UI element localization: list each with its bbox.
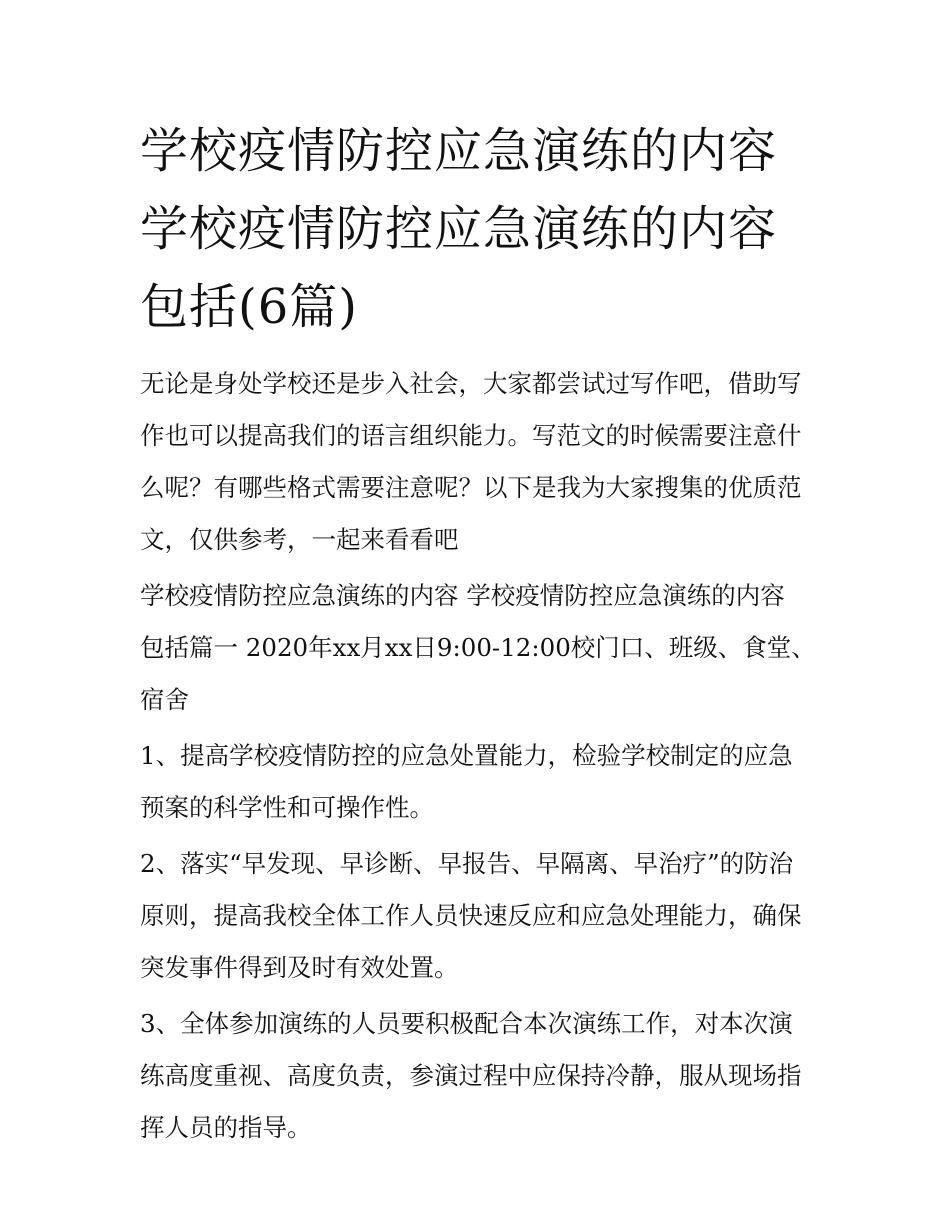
text-line: 练高度重视、高度负责，参演过程中应保持冷静，服从现场指 bbox=[140, 1061, 802, 1090]
text-line: 突发事件得到及时有效处置。 bbox=[140, 953, 459, 982]
title-line: 学校疫情防控应急演练的内容 bbox=[140, 201, 778, 257]
text-line: 无论是身处学校还是步入社会，大家都尝试过写作吧，借助写 bbox=[140, 369, 802, 398]
list-paragraph-2 bbox=[140, 838, 830, 994]
title-line: 学校疫情防控应急演练的内容 bbox=[140, 123, 778, 179]
list-paragraph-3 bbox=[140, 998, 830, 1154]
text-line: 原则，提高我校全体工作人员快速反应和应急处理能力，确保 bbox=[140, 901, 802, 930]
text-line: 么呢？有哪些格式需要注意呢？以下是我为大家搜集的优质范 bbox=[140, 473, 802, 502]
intro-paragraph bbox=[140, 358, 830, 566]
section-heading-paragraph bbox=[140, 570, 830, 726]
text-line: 文，仅供参考，一起来看看吧 bbox=[140, 525, 459, 554]
text-line: 挥人员的指导。 bbox=[140, 1113, 312, 1142]
text-line: 包括篇一 2020年xx月xx日9:00-12:00校门口、班级、食堂、 bbox=[140, 633, 816, 662]
document-body bbox=[140, 358, 830, 1158]
text-line: 学校疫情防控应急演练的内容 学校疫情防控应急演练的内容 bbox=[140, 581, 785, 610]
text-line: 3、全体参加演练的人员要积极配合本次演练工作，对本次演 bbox=[140, 1009, 793, 1038]
text-line: 作也可以提高我们的语言组织能力。写范文的时候需要注意什 bbox=[140, 421, 802, 450]
text-line: 宿舍 bbox=[140, 685, 189, 714]
document-title bbox=[140, 112, 830, 346]
text-line: 2、落实“早发现、早诊断、早报告、早隔离、早治疗”的防治 bbox=[140, 849, 794, 878]
text-line: 预案的科学性和可操作性。 bbox=[140, 793, 434, 822]
list-paragraph-1 bbox=[140, 730, 830, 834]
text-line: 1、提高学校疫情防控的应急处置能力，检验学校制定的应急 bbox=[140, 741, 793, 770]
title-line: 包括(6篇) bbox=[140, 279, 358, 335]
